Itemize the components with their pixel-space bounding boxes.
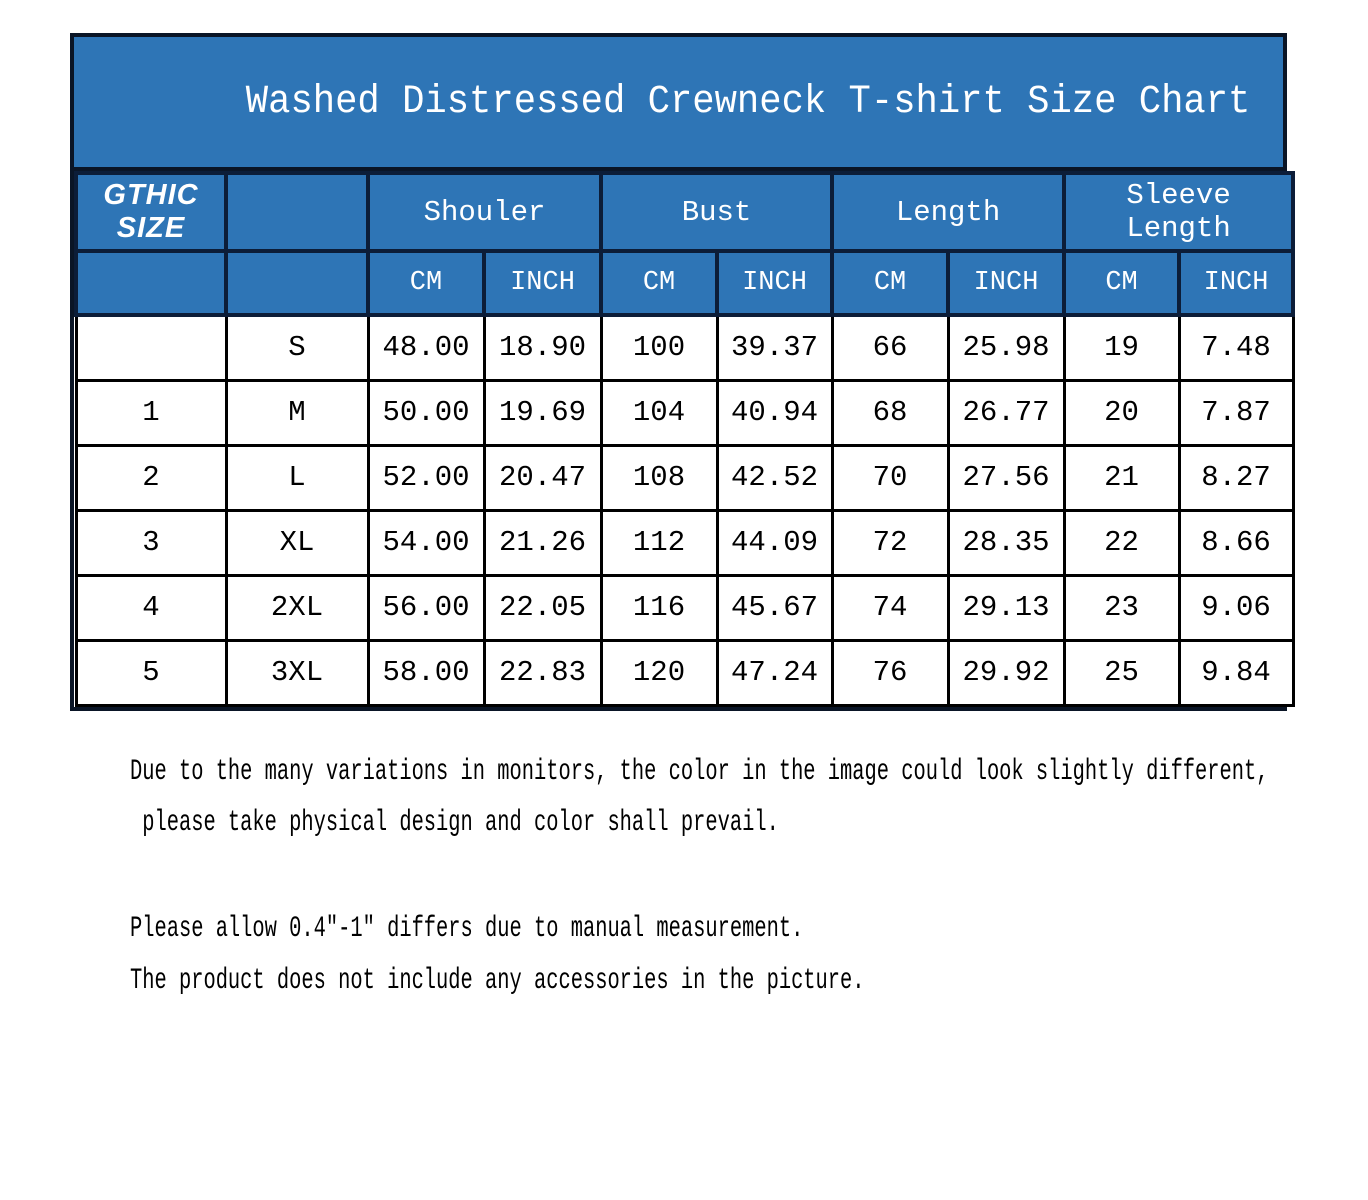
size-label-cell: L bbox=[226, 445, 368, 510]
data-cell: 27.56 bbox=[948, 445, 1064, 510]
unit-cell-cm: CM bbox=[368, 251, 484, 315]
size-label-cell: XL bbox=[226, 510, 368, 575]
data-cell: 20 bbox=[1064, 380, 1179, 445]
data-cell: 18.90 bbox=[484, 315, 601, 380]
data-cell: 8.27 bbox=[1179, 445, 1293, 510]
data-cell: 66 bbox=[832, 315, 948, 380]
unit-cell-cm: CM bbox=[601, 251, 717, 315]
data-cell: 56.00 bbox=[368, 575, 484, 640]
size-row-l bbox=[76, 445, 1293, 510]
data-cell: 48.00 bbox=[368, 315, 484, 380]
size-table bbox=[74, 171, 1295, 707]
group-header-shoulder: Shouler bbox=[368, 173, 601, 251]
data-cell: 50.00 bbox=[368, 380, 484, 445]
data-cell: 26.77 bbox=[948, 380, 1064, 445]
data-cell: 7.87 bbox=[1179, 380, 1293, 445]
corner-label: GTHIC SIZE bbox=[76, 173, 226, 251]
data-cell: 47.24 bbox=[717, 640, 832, 705]
data-cell: 23 bbox=[1064, 575, 1179, 640]
row-number-cell bbox=[76, 315, 226, 380]
size-label-cell: M bbox=[226, 380, 368, 445]
data-cell: 116 bbox=[601, 575, 717, 640]
empty-unit-cell bbox=[226, 251, 368, 315]
data-cell: 54.00 bbox=[368, 510, 484, 575]
row-number-cell: 2 bbox=[76, 445, 226, 510]
group-header-sleeve-length: Sleeve Length bbox=[1064, 173, 1293, 251]
unit-cell-cm: CM bbox=[1064, 251, 1179, 315]
data-cell: 29.13 bbox=[948, 575, 1064, 640]
size-label-cell: S bbox=[226, 315, 368, 380]
note-accessories-disclaimer: The product does not include any accessories in the picture. bbox=[130, 964, 865, 998]
data-cell: 100 bbox=[601, 315, 717, 380]
data-cell: 7.48 bbox=[1179, 315, 1293, 380]
row-number-cell: 3 bbox=[76, 510, 226, 575]
row-number-cell: 5 bbox=[76, 640, 226, 705]
data-cell: 8.66 bbox=[1179, 510, 1293, 575]
data-cell: 9.06 bbox=[1179, 575, 1293, 640]
row-number-cell: 1 bbox=[76, 380, 226, 445]
data-cell: 52.00 bbox=[368, 445, 484, 510]
data-cell: 20.47 bbox=[484, 445, 601, 510]
chart-title: Washed Distressed Crewneck T-shirt Size Chart bbox=[246, 79, 1251, 125]
data-cell: 42.52 bbox=[717, 445, 832, 510]
unit-header-row bbox=[76, 251, 1293, 315]
chart-title-bar bbox=[74, 37, 1283, 171]
size-row-2xl bbox=[76, 575, 1293, 640]
data-cell: 40.94 bbox=[717, 380, 832, 445]
data-cell: 44.09 bbox=[717, 510, 832, 575]
size-row-xl bbox=[76, 510, 1293, 575]
data-cell: 29.92 bbox=[948, 640, 1064, 705]
empty-header-cell bbox=[226, 173, 368, 251]
group-header-length: Length bbox=[832, 173, 1064, 251]
group-header-row bbox=[76, 173, 1293, 251]
data-cell: 25.98 bbox=[948, 315, 1064, 380]
unit-cell-inch: INCH bbox=[1179, 251, 1293, 315]
data-cell: 19 bbox=[1064, 315, 1179, 380]
data-cell: 70 bbox=[832, 445, 948, 510]
data-cell: 19.69 bbox=[484, 380, 601, 445]
data-cell: 74 bbox=[832, 575, 948, 640]
data-cell: 25 bbox=[1064, 640, 1179, 705]
empty-unit-cell bbox=[76, 251, 226, 315]
unit-cell-inch: INCH bbox=[717, 251, 832, 315]
note-monitor-variations-line2: please take physical design and color shall prevail. bbox=[130, 806, 779, 840]
data-cell: 28.35 bbox=[948, 510, 1064, 575]
data-cell: 22.83 bbox=[484, 640, 601, 705]
size-row-3xl bbox=[76, 640, 1293, 705]
size-label-cell: 2XL bbox=[226, 575, 368, 640]
size-chart bbox=[70, 33, 1287, 711]
size-label-cell: 3XL bbox=[226, 640, 368, 705]
data-cell: 9.84 bbox=[1179, 640, 1293, 705]
data-cell: 104 bbox=[601, 380, 717, 445]
data-cell: 120 bbox=[601, 640, 717, 705]
data-cell: 68 bbox=[832, 380, 948, 445]
size-row-m bbox=[76, 380, 1293, 445]
unit-cell-inch: INCH bbox=[948, 251, 1064, 315]
data-cell: 112 bbox=[601, 510, 717, 575]
group-header-bust: Bust bbox=[601, 173, 832, 251]
unit-cell-cm: CM bbox=[832, 251, 948, 315]
data-cell: 72 bbox=[832, 510, 948, 575]
row-number-cell: 4 bbox=[76, 575, 226, 640]
data-cell: 22.05 bbox=[484, 575, 601, 640]
data-cell: 76 bbox=[832, 640, 948, 705]
data-cell: 21.26 bbox=[484, 510, 601, 575]
data-cell: 58.00 bbox=[368, 640, 484, 705]
note-measurement-tolerance: Please allow 0.4"-1" differs due to manual measurement. bbox=[130, 912, 804, 946]
size-row-s bbox=[76, 315, 1293, 380]
data-cell: 21 bbox=[1064, 445, 1179, 510]
note-monitor-variations-line1: Due to the many variations in monitors, the color in the image could look slightly different, bbox=[130, 755, 1269, 789]
unit-cell-inch: INCH bbox=[484, 251, 601, 315]
data-cell: 39.37 bbox=[717, 315, 832, 380]
data-cell: 108 bbox=[601, 445, 717, 510]
data-cell: 45.67 bbox=[717, 575, 832, 640]
data-cell: 22 bbox=[1064, 510, 1179, 575]
